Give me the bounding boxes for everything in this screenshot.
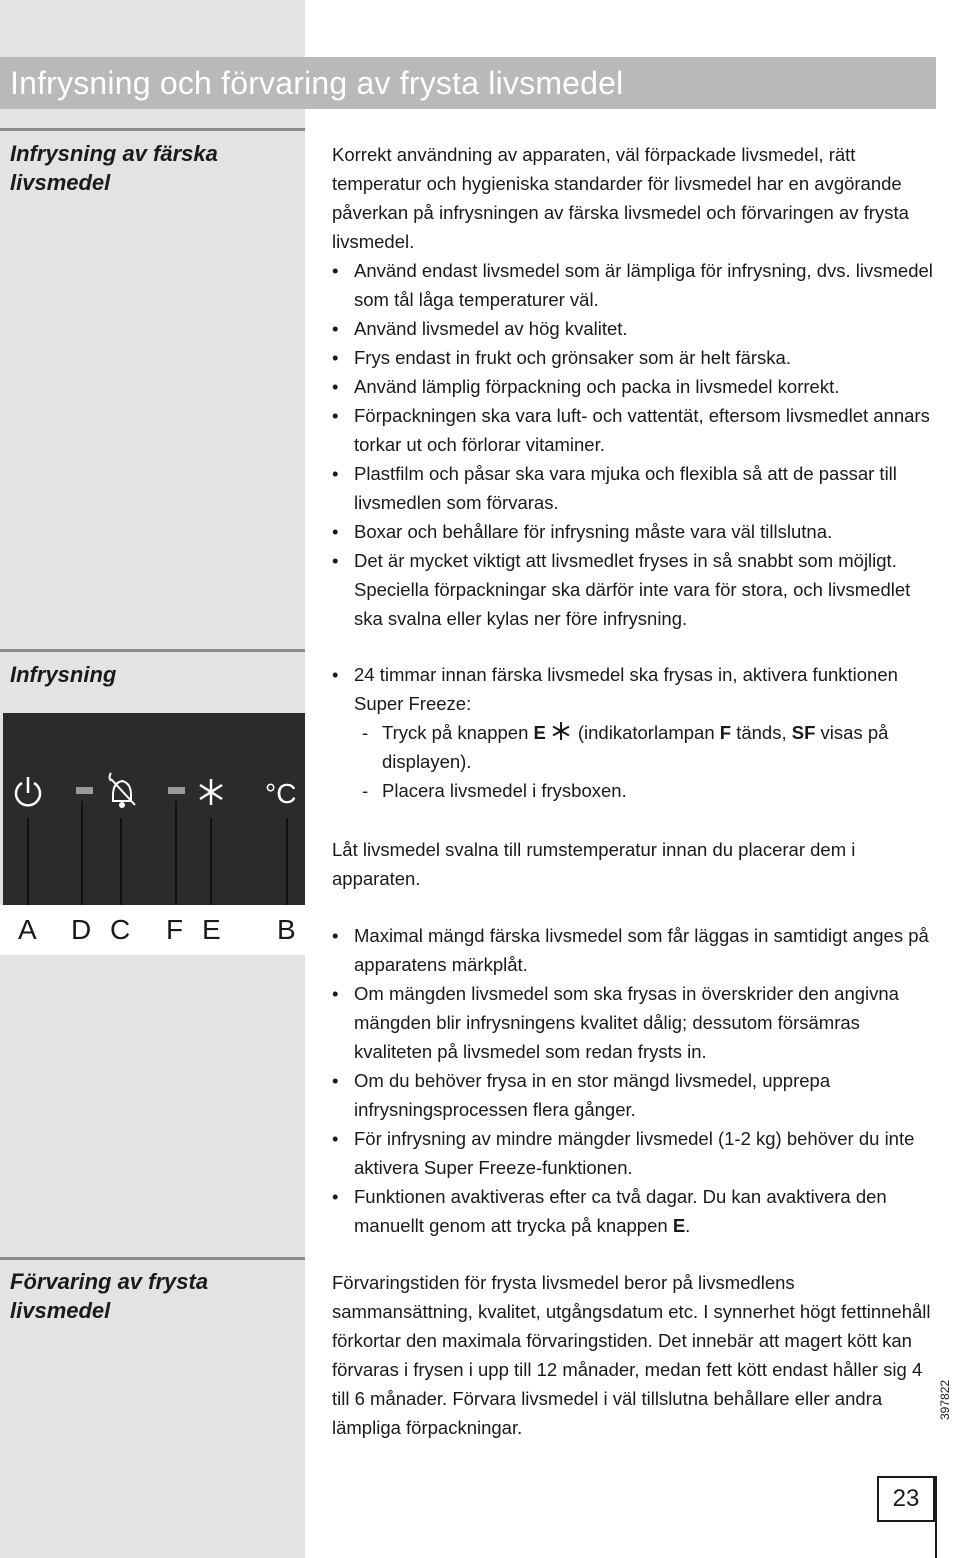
panel-label-c: C xyxy=(110,914,131,945)
list-item: • Plastfilm och påsar ska vara mjuka och flexibla så att de passar till livsmedlen som förvaras. xyxy=(332,459,942,517)
section-divider xyxy=(0,1257,305,1260)
section-divider xyxy=(0,128,305,131)
list-item: • Frys endast in frukt och grönsaker som är helt färska. xyxy=(332,343,942,372)
section-heading-freezing: Infrysning xyxy=(10,662,117,687)
panel-label-a: A xyxy=(18,914,37,945)
list-item: • Det är mycket viktigt att livsmedlet fryses in så snabbt som möjligt. Speciella förpackningar ska därför inte vara för stora, och livsmedlet ska svalna eller kylas ner före infrysning. xyxy=(332,546,942,633)
control-panel-illustration xyxy=(3,713,305,905)
freezing-steps xyxy=(332,660,942,805)
page-border-rule xyxy=(935,1476,937,1558)
indicator-lamp-f xyxy=(168,787,185,794)
celsius-symbol: °C xyxy=(265,778,297,809)
display-sf: SF xyxy=(791,722,816,743)
section-heading-fresh: Infrysning av färska livsmedel xyxy=(10,141,218,195)
celsius-icon xyxy=(265,778,296,809)
section-divider xyxy=(0,649,305,652)
list-item: • Boxar och behållare för infrysning måste vara väl tillslutna. xyxy=(332,517,942,546)
list-item: • Om mängden livsmedel som ska frysas in överskrider den angivna mängden blir infrysningens kvalitet dålig; dessutom försämras kvaliteten på livsmedel som redan frysts in. xyxy=(332,979,942,1066)
list-item: • För infrysning av mindre mängder livsmedel (1-2 kg) behöver du inte aktivera Super Freeze-funktionen. xyxy=(332,1124,942,1182)
list-item: • Maximal mängd färska livsmedel som får läggas in samtidigt anges på apparatens märkplåt. xyxy=(332,921,942,979)
step-1-text: (indikatorlampan xyxy=(577,722,720,743)
indicator-f: F xyxy=(719,722,732,743)
list-item: • Använd livsmedel av hög kvalitet. xyxy=(332,314,942,343)
list-item: • Använd endast livsmedel som är lämpliga för infrysning, dvs. livsmedel som tål låga temperaturer väl. xyxy=(332,256,942,314)
list-item xyxy=(332,660,942,805)
step-1-text: tänds, xyxy=(731,722,792,743)
panel-label-strip xyxy=(0,905,305,955)
snowflake-icon xyxy=(550,720,572,742)
indicator-lamp-d xyxy=(76,787,93,794)
list-item xyxy=(332,1182,942,1240)
section-heading-storage: Förvaring av frysta livsmedel xyxy=(10,1269,209,1323)
alarm-off-icon xyxy=(110,773,136,807)
title-bar xyxy=(0,57,936,109)
key-e: E xyxy=(533,722,546,743)
list-item: • Om du behöver frysa in en stor mängd livsmedel, upprepa infrysningsprocessen flera gånger. xyxy=(332,1066,942,1124)
bullet-text: . xyxy=(685,1215,691,1236)
freezing-bullet-list xyxy=(332,921,942,1240)
panel-label-d: D xyxy=(71,914,92,945)
step-2: - Placera livsmedel i frysboxen. xyxy=(362,776,942,805)
power-icon xyxy=(16,777,40,805)
fresh-bullet-list xyxy=(332,256,942,633)
document-number: 397822 xyxy=(938,1379,952,1420)
step-1-text: visas på displayen). xyxy=(382,722,889,772)
step-1 xyxy=(362,718,942,776)
step-1-text: Tryck på knappen xyxy=(382,722,534,743)
cooling-note: Låt livsmedel svalna till rumstemperatur innan du placerar dem i apparaten. xyxy=(332,839,856,889)
page-title: Infrysning och förvaring av frysta livsmedel xyxy=(10,65,624,101)
panel-label-b: B xyxy=(277,914,296,945)
panel-label-f: F xyxy=(166,914,184,945)
key-e: E xyxy=(672,1215,686,1236)
panel-label-e: E xyxy=(202,914,221,945)
bullet-text: Funktionen avaktiveras efter ca två dagar. Du kan avaktivera den manuellt genom att trycka på knappen xyxy=(354,1186,887,1236)
fresh-intro: Korrekt användning av apparaten, väl förpackade livsmedel, rätt temperatur och hygieniska standarder för livsmedel har en avgörande påverkan på infrysningen av färska livsmedel och förvaringen av frysta livsmedel. xyxy=(332,144,909,252)
list-item: • Använd lämplig förpackning och packa in livsmedel korrekt. xyxy=(332,372,942,401)
super-freeze-intro: 24 timmar innan färska livsmedel ska frysas in, aktivera funktionen Super Freeze: xyxy=(354,664,898,714)
storage-text: Förvaringstiden för frysta livsmedel beror på livsmedlens sammansättning, kvalitet, utgångsdatum etc. I synnerhet högt fettinnehåll förkortar den maximala förvaringstiden. Det innebär att magert kött kan förvaras i frysen i upp till 12 månader, medan fett kött endast håller sig 4 till 6 månader. Förvara livsmedel i väl tillslutna behållare eller andra lämpliga förpackningar. xyxy=(332,1272,931,1438)
snowflake-icon xyxy=(200,779,222,805)
list-item: • Förpackningen ska vara luft- och vattentät, eftersom livsmedlet annars torkar ut och förlorar vitaminer. xyxy=(332,401,942,459)
page-number: 23 xyxy=(877,1476,935,1522)
